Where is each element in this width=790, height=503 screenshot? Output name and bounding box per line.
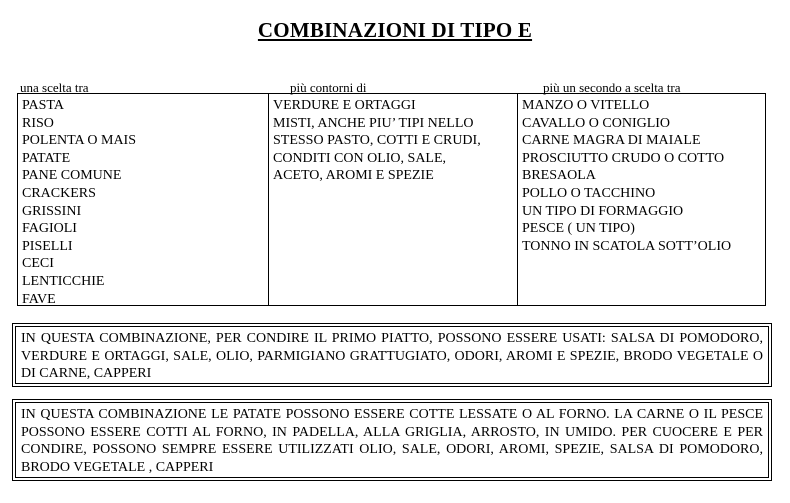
list-item: PESCE ( UN TIPO) (522, 221, 635, 237)
note-cooking: IN QUESTA COMBINAZIONE LE PATATE POSSONO ESSERE COTTE LESSATE O AL FORNO. LA CARNE O IL PESCE POSSONO ESSERE COTTI AL FORNO, IN PADELLA, ALLA GRIGLIA, ARROSTO, IN UMIDO. PER CUOCERE E PER CONDIRE, POSSONO SEMPRE ESSERE UTILIZZATI OLIO, SALE, ODORI, AROMI, SPEZIE, SALSA DI POMODORO, BRODO VEGETALE , CAPPERI (15, 402, 769, 478)
list-item: PANE COMUNE (22, 168, 122, 184)
list-item: MISTI, ANCHE PIU’ TIPI NELLO (273, 115, 474, 131)
page-title: COMBINAZIONI DI TIPO E (257, 18, 533, 42)
list-item: FAGIOLI (22, 221, 77, 237)
list-item: STESSO PASTO, COTTI E CRUDI, (273, 133, 481, 149)
list-item: UN TIPO DI FORMAGGIO (522, 203, 684, 219)
list-item: CAVALLO O CONIGLIO (522, 115, 671, 131)
list-item: CONDITI CON OLIO, SALE, (273, 150, 447, 166)
column-headers (20, 80, 772, 94)
list-item: VERDURE E ORTAGGI (273, 98, 416, 113)
column-sides (268, 94, 517, 305)
list-item: CECI (22, 256, 54, 272)
list-item: POLENTA O MAIS (22, 133, 136, 149)
list-item: LENTICCHIE (22, 273, 105, 289)
column-header-main: più un secondo a scelta tra (543, 80, 681, 95)
list-item: FAVE (22, 291, 56, 307)
food-table (17, 93, 766, 306)
list-item: CARNE MAGRA DI MAIALE (522, 133, 701, 149)
column-header-carbs: una scelta tra (20, 80, 89, 95)
list-item: CRACKERS (22, 185, 96, 201)
list-item: PISELLI (22, 238, 73, 254)
list-item: ACETO, AROMI E SPEZIE (273, 168, 434, 184)
list-item: PATATE (22, 150, 71, 166)
list-item: PASTA (22, 98, 64, 113)
list-item: PROSCIUTTO CRUDO O COTTO (522, 150, 725, 166)
column-header-sides: più contorni di (290, 80, 367, 95)
note-condiments: IN QUESTA COMBINAZIONE, PER CONDIRE IL PRIMO PIATTO, POSSONO ESSERE USATI: SALSA DI POMODORO, VERDURE E ORTAGGI, SALE, OLIO, PARMIGIANO GRATTUGIATO, ODORI, AROMI E SPEZIE, BRODO VEGETALE O DI CARNE, CAPPERI (15, 326, 769, 384)
list-item: POLLO O TACCHINO (522, 185, 656, 201)
list-item: BRESAOLA (522, 168, 596, 184)
list-item: TONNO IN SCATOLA SOTT’OLIO (522, 238, 732, 254)
column-carbs (18, 94, 268, 305)
list-item: GRISSINI (22, 203, 82, 219)
list-item: MANZO O VITELLO (522, 98, 650, 113)
column-main (517, 94, 765, 305)
list-item: RISO (22, 115, 54, 131)
